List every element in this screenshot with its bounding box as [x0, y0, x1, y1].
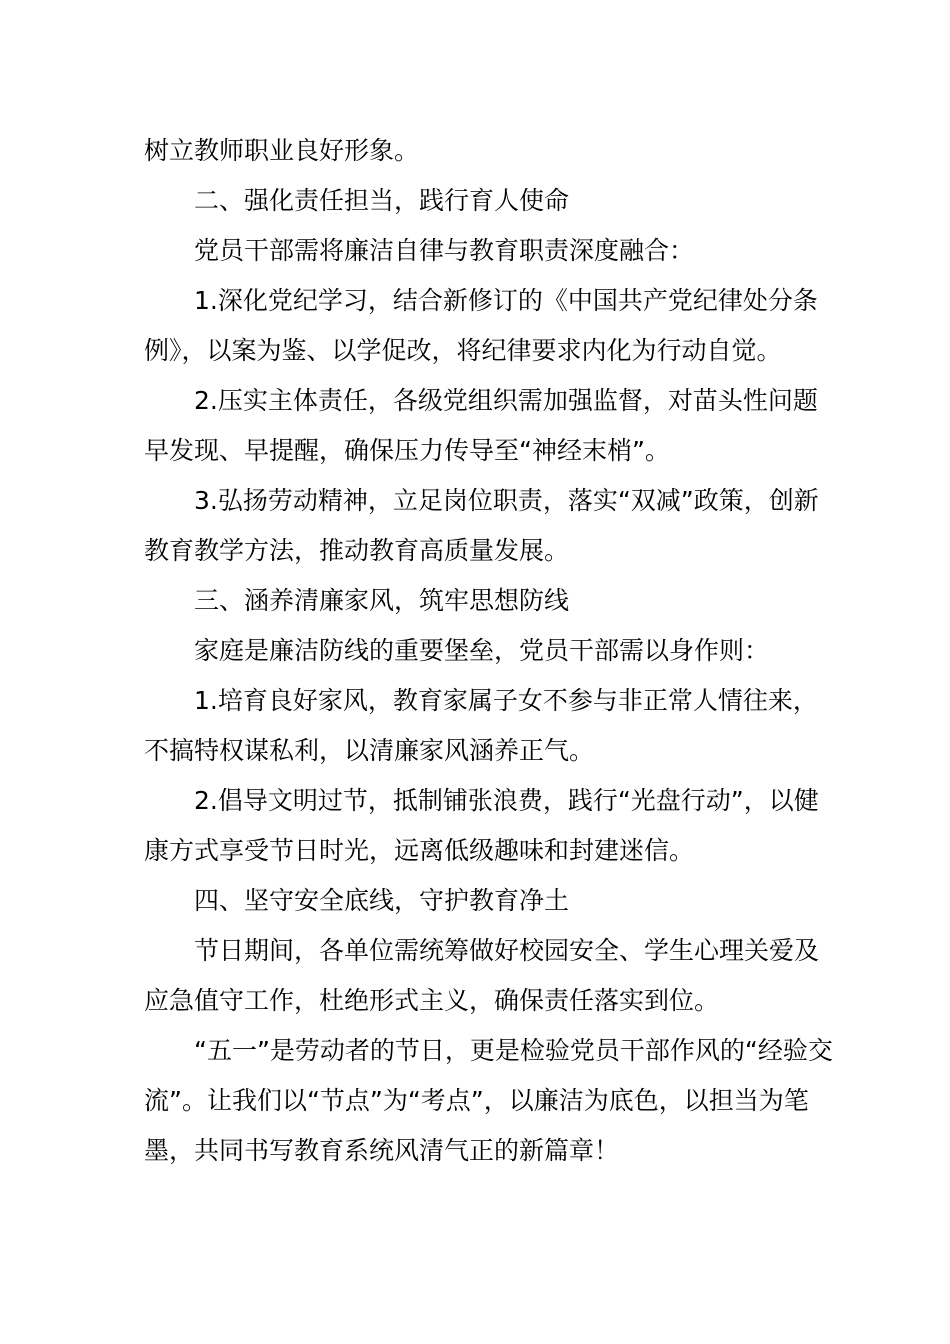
list-item-2-1: 1.深化党纪学习，结合新修订的《中国共产党纪律处分条例》，以案为鉴、以学促改，将纪律要求内化为行动自觉。 [144, 286, 818, 365]
section-heading-2: 二、强化责任担当，践行育人使命 [194, 186, 570, 215]
list-item-3-2: 2.倡导文明过节，抵制铺张浪费，践行“光盘行动”，以健康方式享受节日时光，远离低级趣味和封建迷信。 [144, 786, 819, 865]
paragraph-body-4: 节日期间，各单位需统筹做好校园安全、学生心理关爱及应急值守工作，杜绝形式主义，确保责任落实到位。 [144, 936, 820, 1015]
paragraph-intro-3: 家庭是廉洁防线的重要堡垒，党员干部需以身作则： [194, 636, 770, 665]
paragraph-conclusion: “五一”是劳动者的节日，更是检验党员干部作风的“经验交流”。让我们以“节点”为“考点”，以廉洁为底色，以担当为笔墨，共同书写教育系统风清气正的新篇章！ [144, 1036, 833, 1165]
section-heading-4: 四、坚守安全底线，守护教育净土 [194, 886, 570, 915]
list-item-3-1: 1.培育良好家风，教育家属子女不参与非正常人情往来，不搞特权谋私利，以清廉家风涵养正气。 [144, 686, 818, 765]
paragraph-intro-2: 党员干部需将廉洁自律与教育职责深度融合： [194, 236, 695, 265]
paragraph-continuation: 树立教师职业良好形象。 [144, 136, 420, 165]
document-body [144, 126, 834, 1176]
list-item-2-2: 2.压实主体责任，各级党组织需加强监督，对苗头性问题早发现、早提醒，确保压力传导至“神经末梢”。 [144, 386, 818, 465]
list-item-2-3: 3.弘扬劳动精神，立足岗位职责，落实“双减”政策，创新教育教学方法，推动教育高质量发展。 [144, 486, 819, 565]
section-heading-3: 三、涵养清廉家风，筑牢思想防线 [194, 586, 570, 615]
